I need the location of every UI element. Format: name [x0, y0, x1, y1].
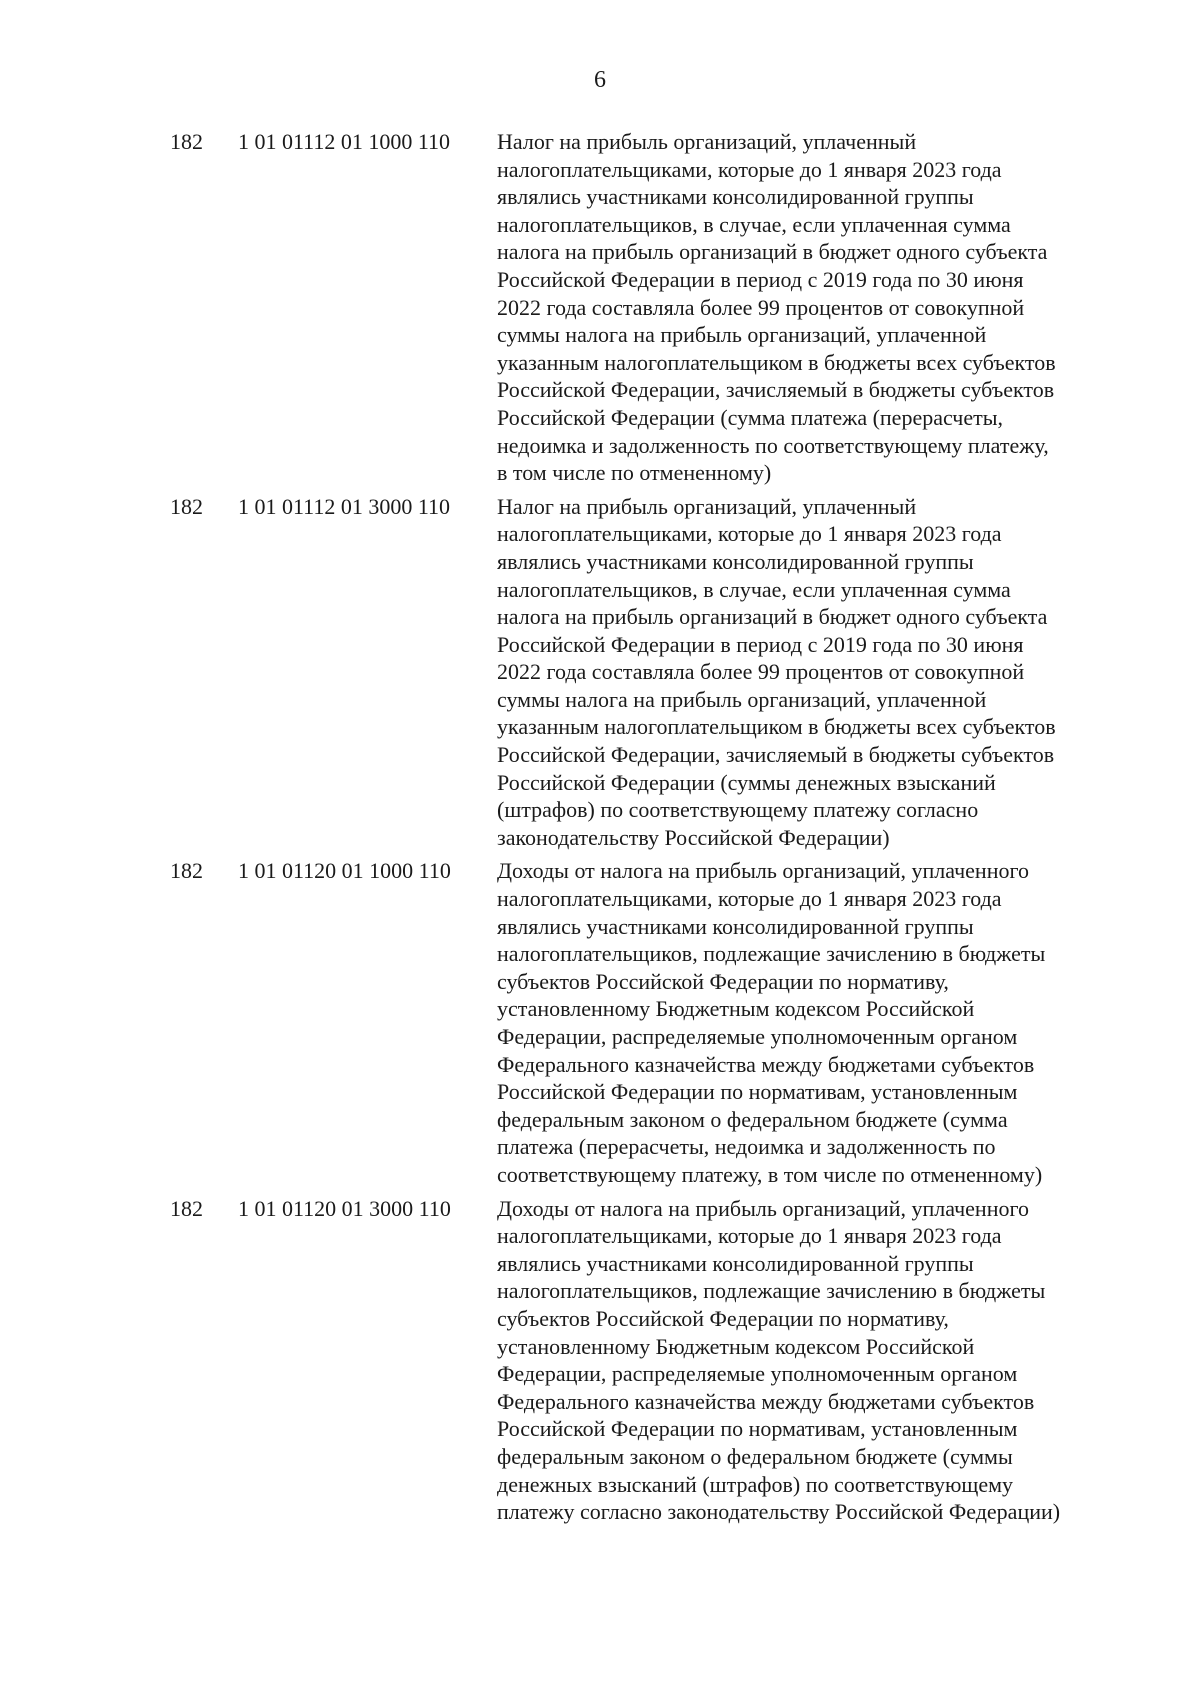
- revenue-description: [497, 128, 1122, 487]
- description-line: Российской Федерации по нормативам, установленным: [497, 1416, 1018, 1442]
- revenue-description: [497, 857, 1122, 1188]
- description-line: установленному Бюджетным кодексом Российской: [497, 996, 975, 1022]
- description-line: Налог на прибыль организаций, уплаченный: [497, 129, 917, 154]
- administrator-code: 182: [170, 858, 203, 884]
- description-line: Налог на прибыль организаций, уплаченный: [497, 493, 917, 519]
- description-line: Российской Федерации в период с 2019 года по 30 июня: [497, 266, 1024, 292]
- revenue-classification-code: 1 01 01112 01 3000 110: [238, 493, 451, 519]
- page-number: 6: [594, 67, 606, 93]
- description-line: налогоплательщиков, подлежащие зачислению в бюджеты: [497, 941, 1046, 967]
- description-line: налогоплательщиками, которые до 1 января 2023 года: [497, 521, 1002, 547]
- description-line: Российской Федерации по нормативам, установленным: [497, 1079, 1018, 1105]
- description-line: Федерального казначейства между бюджетами субъектов: [497, 1051, 1035, 1077]
- description-line: 2022 года составляла более 99 процентов от совокупной: [497, 294, 1025, 320]
- description-line: налогоплательщиками, которые до 1 января 2023 года: [497, 156, 1002, 182]
- administrator-code: 182: [170, 129, 203, 154]
- description-line: налогоплательщиками, которые до 1 января 2023 года: [497, 1223, 1002, 1249]
- revenue-classification-code: 1 01 01120 01 3000 110: [238, 1195, 451, 1221]
- description-line: Российской Федерации (суммы денежных взысканий: [497, 769, 996, 795]
- description-line: Доходы от налога на прибыль организаций, уплаченного: [497, 1195, 1029, 1221]
- description-line: являлись участниками консолидированной группы: [497, 184, 974, 210]
- administrator-code: 182: [170, 493, 203, 519]
- description-line: являлись участниками консолидированной группы: [497, 913, 974, 939]
- description-line: федеральным законом о федеральном бюджете (сумма: [497, 1106, 1008, 1132]
- description-line: федеральным законом о федеральном бюджете (суммы: [497, 1443, 1013, 1469]
- administrator-code: 182: [170, 1195, 203, 1221]
- description-line: в том числе по отмененному): [497, 460, 772, 486]
- table-row: [0, 1195, 1200, 1526]
- description-line: платежа (перерасчеты, недоимка и задолженность по: [497, 1134, 996, 1160]
- table-row: [0, 128, 1200, 487]
- description-line: суммы налога на прибыль организаций, уплаченной: [497, 322, 987, 348]
- description-line: недоимка и задолженность по соответствующему платежу,: [497, 432, 1049, 458]
- table-row: [0, 857, 1200, 1188]
- description-line: указанным налогоплательщиком в бюджеты всех субъектов: [497, 349, 1056, 375]
- description-line: суммы налога на прибыль организаций, уплаченной: [497, 686, 987, 712]
- description-line: субъектов Российской Федерации по нормативу,: [497, 1305, 949, 1331]
- description-line: Российской Федерации (сумма платежа (перерасчеты,: [497, 404, 1004, 430]
- budget-classification-table: [0, 128, 1200, 1532]
- description-line: налога на прибыль организаций в бюджет одного субъекта: [497, 239, 1048, 265]
- description-line: Российской Федерации в период с 2019 года по 30 июня: [497, 631, 1024, 657]
- description-line: соответствующему платежу, в том числе по отмененному): [497, 1161, 1043, 1187]
- description-line: налогоплательщиков, в случае, если уплаченная сумма: [497, 211, 1011, 237]
- description-line: налогоплательщиков, в случае, если уплаченная сумма: [497, 576, 1011, 602]
- revenue-description: [497, 1195, 1122, 1526]
- revenue-classification-code: 1 01 01112 01 1000 110: [238, 129, 451, 154]
- description-line: (штрафов) по соответствующему платежу согласно: [497, 797, 979, 823]
- description-line: налогоплательщиков, подлежащие зачислению в бюджеты: [497, 1278, 1046, 1304]
- revenue-description: [497, 493, 1122, 852]
- description-line: Доходы от налога на прибыль организаций, уплаченного: [497, 858, 1029, 884]
- description-line: являлись участниками консолидированной группы: [497, 1250, 974, 1276]
- description-line: установленному Бюджетным кодексом Российской: [497, 1333, 975, 1359]
- description-line: Российской Федерации, зачисляемый в бюджеты субъектов: [497, 377, 1055, 403]
- description-line: платежу согласно законодательству Российской Федерации): [497, 1499, 1061, 1525]
- description-line: Федерации, распределяемые уполномоченным органом: [497, 1024, 1018, 1049]
- description-line: законодательству Российской Федерации): [497, 824, 890, 850]
- description-line: указанным налогоплательщиком в бюджеты всех субъектов: [497, 714, 1056, 740]
- description-line: 2022 года составляла более 99 процентов от совокупной: [497, 659, 1025, 685]
- description-line: денежных взысканий (штрафов) по соответствующему: [497, 1471, 1014, 1497]
- description-line: Федерации, распределяемые уполномоченным органом: [497, 1361, 1018, 1387]
- description-line: Федерального казначейства между бюджетами субъектов: [497, 1388, 1035, 1414]
- revenue-classification-code: 1 01 01120 01 1000 110: [238, 858, 451, 884]
- description-line: налогоплательщиками, которые до 1 января 2023 года: [497, 886, 1002, 912]
- description-line: субъектов Российской Федерации по нормативу,: [497, 968, 949, 994]
- description-line: Российской Федерации, зачисляемый в бюджеты субъектов: [497, 742, 1055, 768]
- description-line: налога на прибыль организаций в бюджет одного субъекта: [497, 604, 1048, 630]
- table-row: [0, 493, 1200, 852]
- description-line: являлись участниками консолидированной группы: [497, 548, 974, 574]
